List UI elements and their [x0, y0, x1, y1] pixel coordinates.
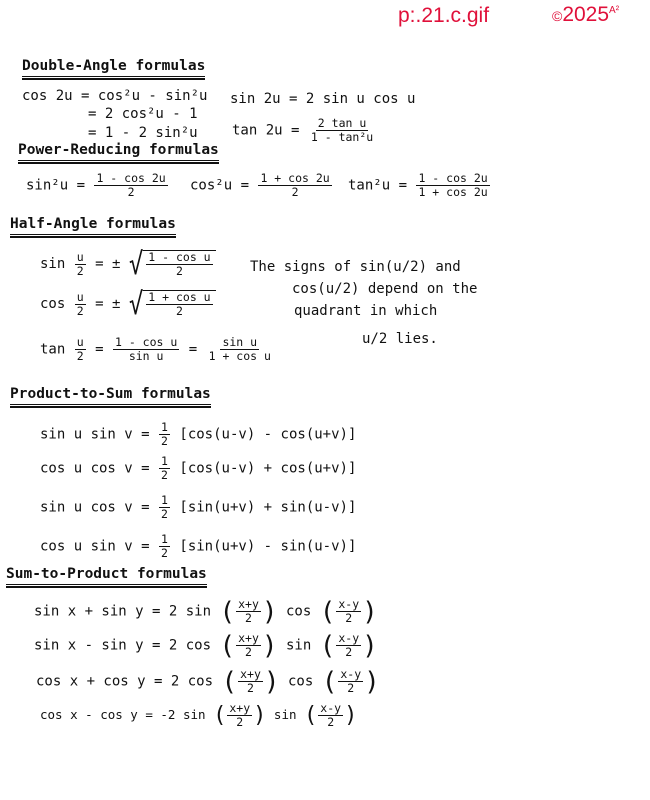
half-sin-arg-num: u [76, 249, 84, 264]
half-num: 1 [161, 454, 168, 468]
sum-line-1 [34, 598, 378, 625]
half-angle-note [250, 256, 477, 350]
half-cos-arg-den: 2 [76, 303, 84, 318]
half-num: 1 [161, 532, 168, 546]
power-tan-lhs: tan²u = [348, 177, 408, 194]
product-4-rhs: [sin(u+v) - sin(u-v)] [179, 538, 357, 555]
copyright-year: 2025 [562, 3, 610, 26]
file-label: p:.21.c.gif [398, 4, 490, 27]
half-den: 2 [161, 468, 168, 482]
product-1-rhs: [cos(u-v) - cos(u+v)] [179, 426, 357, 443]
frac-num: x-y [340, 667, 362, 681]
frac-num: x+y [238, 631, 259, 645]
frac-den: 2 [327, 715, 335, 729]
product-1-lhs: sin u sin v = [40, 426, 150, 443]
sum-3-mid: cos [287, 673, 314, 690]
half-tan-fraction-1 [113, 336, 179, 363]
paren-group: ( $\frac{x+y}{2}$ ) [219, 596, 278, 627]
double-tan-fraction [309, 117, 375, 144]
half-den: 2 [161, 434, 168, 448]
half-cos-fraction [146, 291, 212, 318]
power-cos-num: 1 + cos 2u [260, 171, 330, 185]
half-den: 2 [161, 507, 168, 521]
half-sin-pm: = ± [95, 256, 121, 272]
half-sin-sqrt [128, 246, 216, 282]
frac-num: x+y [229, 701, 251, 715]
note-line-3: quadrant in which [294, 303, 438, 319]
sum-1-lhs: sin x + sin y = 2 sin [34, 603, 212, 620]
frac-num: x+y [238, 597, 259, 611]
heading-sum-to-product: Sum-to-Product formulas [6, 566, 207, 588]
product-4-lhs: cos u sin v = [40, 538, 150, 555]
paren-group: ( $\frac{x+y}{2}$ ) [213, 701, 267, 729]
frac-num: x+y [240, 667, 261, 681]
half-tan-eq: = [95, 341, 104, 358]
frac-den: 2 [245, 645, 252, 659]
double-sin-line: sin 2u = 2 sin u cos u [230, 91, 416, 107]
sum-line-4 [40, 702, 357, 729]
half-tan-line [40, 336, 274, 363]
half-num: 1 [161, 493, 168, 507]
half-tan-den-1: sin u [128, 349, 164, 363]
sqrt-icon: √ [128, 286, 144, 322]
product-line-2 [40, 455, 356, 482]
product-line-3 [40, 494, 356, 521]
power-tan-line [348, 172, 491, 199]
frac-den: 2 [245, 611, 252, 625]
double-tan-lhs: tan 2u = [232, 122, 300, 139]
double-tan-num: 2 tan u [317, 116, 367, 130]
note-line-4: u/2 lies. [362, 331, 438, 347]
paren-group: ( $\frac{x-y}{2}$ ) [319, 630, 378, 661]
paren-group: ( $\frac{x+y}{2}$ ) [221, 666, 280, 697]
half-tan-arg [75, 336, 86, 363]
frac-den: 2 [345, 645, 353, 659]
heading-double-angle: Double-Angle formulas [22, 58, 205, 80]
half-sin-line [40, 246, 216, 282]
half-cos-arg-num: u [76, 289, 84, 304]
half-sin-lhs: sin [40, 256, 66, 272]
power-tan-fraction [416, 172, 489, 199]
half-tan-den-2: 1 + cos u [208, 349, 271, 363]
product-3-rhs: [sin(u+v) + sin(u-v)] [179, 499, 357, 516]
half-fraction [159, 421, 170, 448]
power-tan-num: 1 - cos 2u [418, 171, 488, 185]
power-cos-line [190, 172, 333, 199]
sum-2-mid: sin [285, 637, 312, 654]
half-tan-arg-den: 2 [76, 349, 84, 363]
sum-2-lhs: sin x - sin y = 2 cos [34, 637, 212, 654]
paren-group: ( $\frac{x+y}{2}$ ) [219, 630, 278, 661]
frac-num: x-y [338, 631, 360, 645]
half-cos-den: 2 [175, 304, 183, 318]
sum-1-mid: cos [285, 603, 312, 620]
power-sin-lhs: sin²u = [26, 177, 86, 194]
half-tan-num-1: 1 - cos u [114, 335, 178, 349]
half-tan-arg-num: u [76, 335, 84, 349]
paren-group: ( $\frac{x-y}{2}$ ) [321, 666, 380, 697]
product-2-lhs: cos u cos v = [40, 460, 150, 477]
sum-line-2 [34, 632, 378, 659]
copyright-icon: © [552, 8, 563, 24]
power-cos-den: 2 [291, 185, 299, 199]
half-cos-pm: = ± [95, 296, 121, 312]
half-cos-line [40, 286, 216, 322]
half-sin-arg [75, 251, 86, 278]
frac-den: 2 [236, 715, 244, 729]
frac-den: 2 [247, 681, 254, 695]
half-num: 1 [161, 420, 168, 434]
double-cos-line-2: = 2 cos²u - 1 [88, 106, 198, 122]
half-fraction [159, 494, 170, 521]
sum-4-lhs: cos x - cos y = -2 sin [40, 707, 206, 722]
half-fraction [159, 533, 170, 560]
paren-group: ( $\frac{x-y}{2}$ ) [319, 596, 378, 627]
product-line-4 [40, 533, 356, 560]
double-tan-line [232, 117, 376, 144]
frac-num: x-y [338, 597, 360, 611]
heading-product-to-sum: Product-to-Sum formulas [10, 386, 211, 408]
half-tan-eq-2: = [188, 341, 198, 358]
half-den: 2 [161, 546, 168, 560]
power-sin-num: 1 - cos 2u [96, 171, 166, 185]
half-fraction [159, 455, 170, 482]
double-cos-line-1: cos 2u = cos²u - sin²u [22, 88, 208, 104]
sqrt-icon: √ [128, 246, 144, 282]
sum-3-lhs: cos x + cos y = 2 cos [36, 673, 214, 690]
half-tan-lhs: tan [40, 341, 66, 358]
power-sin-line [26, 172, 169, 199]
half-tan-num-2: sin u [222, 335, 258, 349]
half-cos-num: 1 + cos u [148, 290, 211, 304]
paren-group: ( $\frac{x-y}{2}$ ) [304, 701, 358, 729]
frac-num: x-y [320, 701, 342, 715]
power-sin-fraction [94, 172, 167, 199]
half-cos-sqrt [128, 286, 216, 322]
half-cos-lhs: cos [40, 296, 66, 312]
heading-power-reducing: Power-Reducing formulas [18, 142, 219, 164]
frac-den: 2 [345, 611, 353, 625]
frac-den: 2 [347, 681, 355, 695]
sum-line-3 [36, 668, 380, 695]
sum-4-mid: sin [273, 707, 297, 722]
power-sin-den: 2 [127, 185, 135, 199]
note-line-1: The signs of sin(u/2) and [250, 259, 461, 275]
copyright-mark: A² [609, 5, 620, 16]
product-2-rhs: [cos(u-v) + cos(u+v)] [179, 460, 357, 477]
half-sin-den: 2 [175, 264, 183, 278]
double-tan-den: 1 - tan²u [310, 130, 374, 144]
half-sin-arg-den: 2 [76, 263, 84, 278]
half-sin-fraction [146, 251, 212, 278]
power-tan-den: 1 + cos 2u [418, 185, 488, 199]
note-line-2: cos(u/2) depend on the [292, 281, 478, 297]
product-3-lhs: sin u cos v = [40, 499, 150, 516]
half-sin-num: 1 - cos u [148, 250, 211, 264]
product-line-1 [40, 421, 356, 448]
power-cos-fraction [258, 172, 331, 199]
half-cos-arg [75, 291, 86, 318]
copyright-stamp [552, 3, 619, 27]
double-cos-line-3: = 1 - 2 sin²u [88, 125, 198, 141]
heading-half-angle: Half-Angle formulas [10, 216, 176, 238]
power-cos-lhs: cos²u = [190, 177, 250, 194]
